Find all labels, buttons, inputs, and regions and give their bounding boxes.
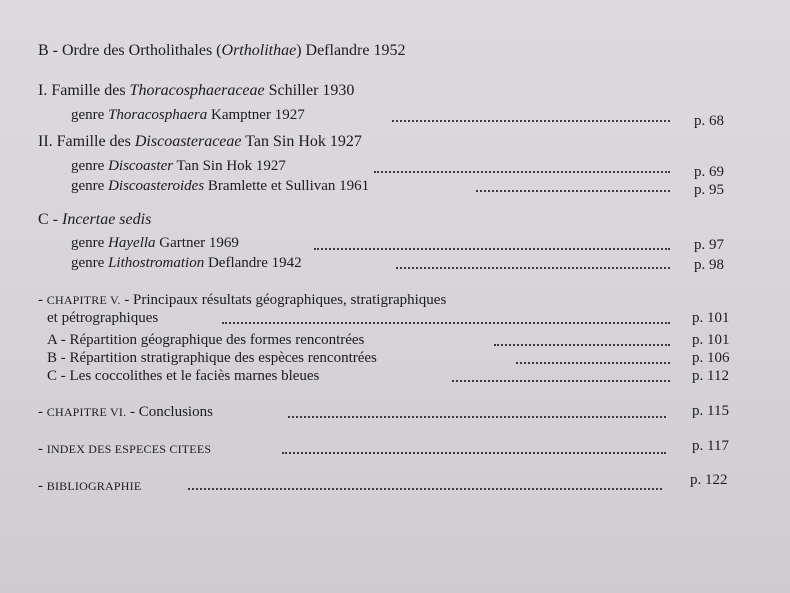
chapter-5-section-b: B - Répartition stratigraphique des espèces rencontrées	[47, 350, 377, 366]
entry-italic: Discoasteroides	[108, 178, 205, 194]
page-number: p. 117	[692, 438, 729, 454]
entry-text: Schiller 1930	[264, 82, 355, 99]
entry-text: Bramlette et Sullivan 1961	[204, 178, 370, 194]
chapter-5-continuation: et pétrographiques	[47, 310, 159, 326]
entry-italic: Ortholithae	[221, 42, 297, 59]
entry-text: I. Famille des	[38, 82, 130, 99]
entry-text: genre	[71, 158, 109, 174]
dot-leader	[396, 267, 670, 269]
page-number: p. 69	[694, 164, 724, 180]
entry-italic: Thoracosphaera	[108, 107, 208, 123]
dot-leader	[452, 380, 670, 382]
bibliography-label: BIBLIOGRAPHIE	[46, 479, 142, 493]
entry-text: - Principaux résultats géographiques, stratigraphiques	[120, 292, 447, 308]
entry-text: genre	[71, 107, 109, 123]
entry-text: genre	[71, 178, 109, 194]
entry-text: -	[38, 441, 47, 457]
entry-text: II. Famille des	[38, 133, 135, 150]
entry-italic: Hayella	[108, 235, 156, 251]
entry-text: Deflandre 1942	[204, 255, 302, 271]
entry-text: C -	[38, 211, 62, 228]
dot-leader	[476, 190, 670, 192]
page-number: p. 101	[692, 332, 730, 348]
page-number: p. 95	[694, 182, 724, 198]
dot-leader	[516, 362, 670, 364]
page-number: p. 98	[694, 257, 724, 273]
page-number: p. 101	[692, 310, 730, 326]
page-number: p. 112	[692, 368, 729, 384]
page-number: p. 122	[690, 472, 728, 488]
dot-leader	[282, 452, 666, 454]
page-number: p. 68	[694, 113, 724, 129]
chapter-5-section-c: C - Les coccolithes et le faciès marnes bleues	[47, 368, 320, 384]
entry-italic: Discoaster	[108, 158, 174, 174]
entry-text: Tan Sin Hok 1927	[173, 158, 286, 174]
genus-thoracosphaera	[71, 106, 305, 124]
genus-lithostromation	[71, 254, 302, 272]
dot-leader	[374, 171, 670, 173]
entry-text: B - Ordre des Ortholithales (	[38, 42, 222, 59]
family-thoracosphaeraceae	[38, 82, 354, 100]
entry-text: genre	[71, 255, 109, 271]
index-heading	[38, 440, 211, 458]
entry-text: Gartner 1969	[155, 235, 239, 251]
chapter-6-heading	[38, 403, 213, 421]
entry-text: genre	[71, 235, 109, 251]
entry-text: -	[38, 478, 47, 494]
genus-discoaster	[71, 157, 286, 175]
page-number: p. 115	[692, 403, 729, 419]
dot-leader	[288, 416, 666, 418]
dot-leader	[314, 248, 670, 250]
chapter-5-heading	[38, 291, 446, 309]
dot-leader	[188, 488, 662, 490]
section-b-heading	[38, 42, 405, 60]
genus-discoasteroides	[71, 177, 369, 195]
entry-italic: Thoracosphaeraceae	[129, 82, 265, 99]
entry-text: Tan Sin Hok 1927	[241, 133, 362, 150]
entry-italic: Discoasteraceae	[134, 133, 242, 150]
dot-leader	[494, 344, 670, 346]
entry-text: ) Deflandre 1952	[296, 42, 406, 59]
entry-text: -	[38, 404, 47, 420]
entry-text: Kamptner 1927	[207, 107, 305, 123]
chapter-5-section-a: A - Répartition géographique des formes rencontrées	[47, 332, 365, 348]
entry-italic: Lithostromation	[108, 255, 205, 271]
chapter-label: CHAPITRE VI.	[46, 405, 127, 419]
dot-leader	[392, 120, 670, 122]
section-c-heading	[38, 211, 151, 229]
genus-hayella	[71, 234, 239, 252]
page-number: p. 106	[692, 350, 730, 366]
page-number: p. 97	[694, 237, 724, 253]
dot-leader	[222, 322, 670, 324]
chapter-label: CHAPITRE V.	[46, 293, 121, 307]
entry-italic: Incertae sedis	[62, 211, 152, 228]
family-discoasteraceae	[38, 133, 362, 151]
bibliography-heading	[38, 477, 141, 495]
entry-text: -	[38, 292, 47, 308]
index-label: INDEX DES ESPECES CITEES	[46, 442, 212, 456]
entry-text: - Conclusions	[126, 404, 213, 420]
